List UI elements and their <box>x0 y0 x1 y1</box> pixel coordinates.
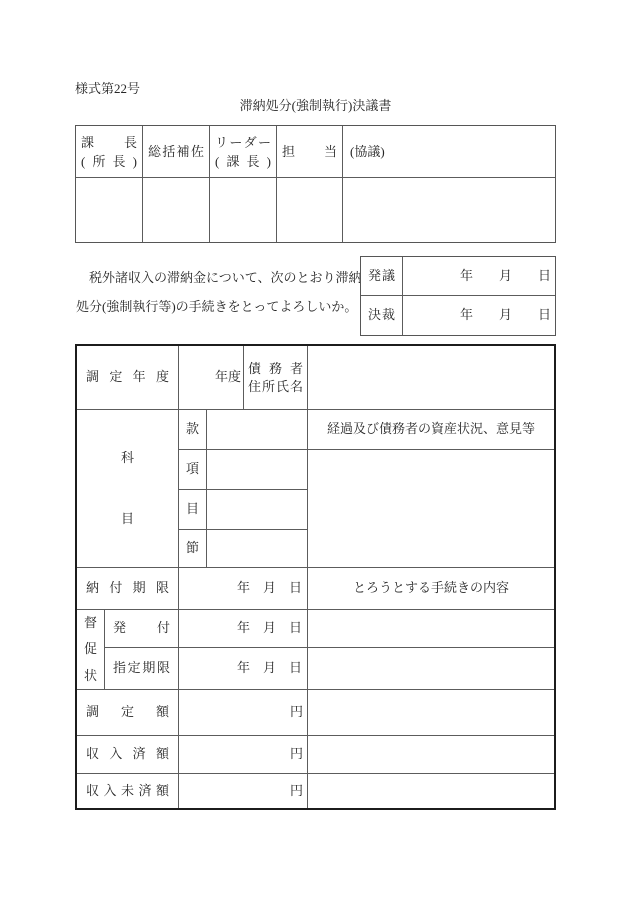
procedure-area-cell-1 <box>308 610 554 648</box>
outstanding-amount-label-cell <box>77 774 179 808</box>
decision-date-cell: 年 月 日 <box>459 307 551 323</box>
approval-header-sublabel: (課長) <box>215 153 271 169</box>
assessed-amount-label: 調定額 <box>86 704 169 720</box>
approval-header-label: リーダー <box>215 134 271 150</box>
reminder-issue-label-cell <box>105 610 179 648</box>
procedure-area-cell-3 <box>308 690 554 736</box>
subject-kan-value-cell <box>207 410 308 450</box>
reminder-label-cell <box>77 610 105 690</box>
assessment-year-label-cell <box>77 346 179 410</box>
reminder-label-char1: 督 <box>83 615 97 630</box>
approval-header-general-assistant <box>143 126 210 178</box>
approval-header-section-chief <box>76 126 143 178</box>
debtor-label-line2: 住所氏名 <box>248 378 303 394</box>
debtor-value-cell <box>308 346 554 410</box>
subject-label-cell <box>77 410 179 568</box>
form-number: 様式第22号 <box>75 81 141 96</box>
approval-header-person-in-charge <box>277 126 343 178</box>
subject-label-char-bottom: 目 <box>120 510 134 526</box>
approval-header-consultation <box>343 126 555 178</box>
subject-moku-label: 目 <box>179 490 207 530</box>
reminder-deadline-label: 指定期限 <box>113 660 170 676</box>
reminder-label-char3: 状 <box>83 667 97 683</box>
subject-ko-value-cell <box>207 450 308 490</box>
debtor-label-line1: 債務者 <box>248 360 303 376</box>
notes-header-cell: 経過及び債務者の資産状況、意見等 <box>308 410 554 450</box>
received-amount-label-cell <box>77 736 179 774</box>
assessed-amount-value-cell: 円 <box>179 690 308 736</box>
reminder-issue-label: 発付 <box>113 620 170 636</box>
procedure-area-cell-2 <box>308 648 554 690</box>
reminder-deadline-label-cell <box>105 648 179 690</box>
reminder-issue-date-cell: 年 月 日 <box>179 610 308 648</box>
form-title: 滞納処分(強制執行)決議書 <box>239 98 392 113</box>
approval-table <box>75 125 556 243</box>
approval-header-label: 総括補佐 <box>148 144 204 159</box>
assessment-year-label: 調定年度 <box>86 369 169 385</box>
subject-setsu-label: 節 <box>179 530 207 568</box>
approval-stamp-cell-section-chief <box>76 178 143 242</box>
approval-stamp-cell-consultation <box>343 178 555 242</box>
subject-moku-value-cell <box>207 490 308 530</box>
payment-due-label: 納付期限 <box>86 580 169 596</box>
approval-stamp-cell-person-in-charge <box>277 178 343 242</box>
approval-header-label: 課長 <box>81 134 137 150</box>
outstanding-amount-label: 収入未済額 <box>86 782 169 798</box>
subject-setsu-value-cell <box>207 530 308 568</box>
payment-due-date-cell: 年 月 日 <box>179 568 308 610</box>
approval-stamp-cell-leader <box>210 178 277 242</box>
assessment-year-value-cell: 年度 <box>179 346 244 410</box>
proposal-date-cell: 年 月 日 <box>403 257 555 296</box>
debtor-label-cell <box>244 346 308 410</box>
approval-header-label: 担当 <box>282 144 337 159</box>
approval-header-sublabel: (所長) <box>81 153 137 169</box>
request-text-line1: 税外諸収入の滞納金について、次のとおり滞納 <box>89 270 362 285</box>
proposal-label-cell <box>361 257 403 296</box>
payment-due-label-cell <box>77 568 179 610</box>
decision-label-cell <box>361 296 403 335</box>
received-amount-label: 収入済額 <box>86 746 169 762</box>
subject-label-char-top: 科 <box>120 450 134 466</box>
subject-kan-label: 款 <box>179 410 207 450</box>
main-table <box>75 344 556 810</box>
outstanding-amount-value-cell: 円 <box>179 774 308 808</box>
procedure-area-cell-4 <box>308 736 554 774</box>
approval-header-label: (協議) <box>350 144 385 159</box>
proposal-label: 発議 <box>368 267 395 283</box>
decision-table <box>360 256 556 336</box>
procedure-header-cell: とろうとする手続きの内容 <box>308 568 554 610</box>
reminder-deadline-date-cell: 年 月 日 <box>179 648 308 690</box>
approval-stamp-cell-general-assistant <box>143 178 210 242</box>
received-amount-value-cell: 円 <box>179 736 308 774</box>
request-text-line2: 処分(強制執行等)の手続きをとってよろしいか。 <box>76 299 358 314</box>
subject-ko-label: 項 <box>179 450 207 490</box>
assessed-amount-label-cell <box>77 690 179 736</box>
request-text <box>76 263 370 321</box>
procedure-area-cell-5 <box>308 774 554 808</box>
reminder-label-char2: 促 <box>83 641 97 657</box>
approval-header-leader <box>210 126 277 178</box>
notes-area-cell <box>308 450 554 568</box>
decision-label: 決裁 <box>368 307 395 323</box>
